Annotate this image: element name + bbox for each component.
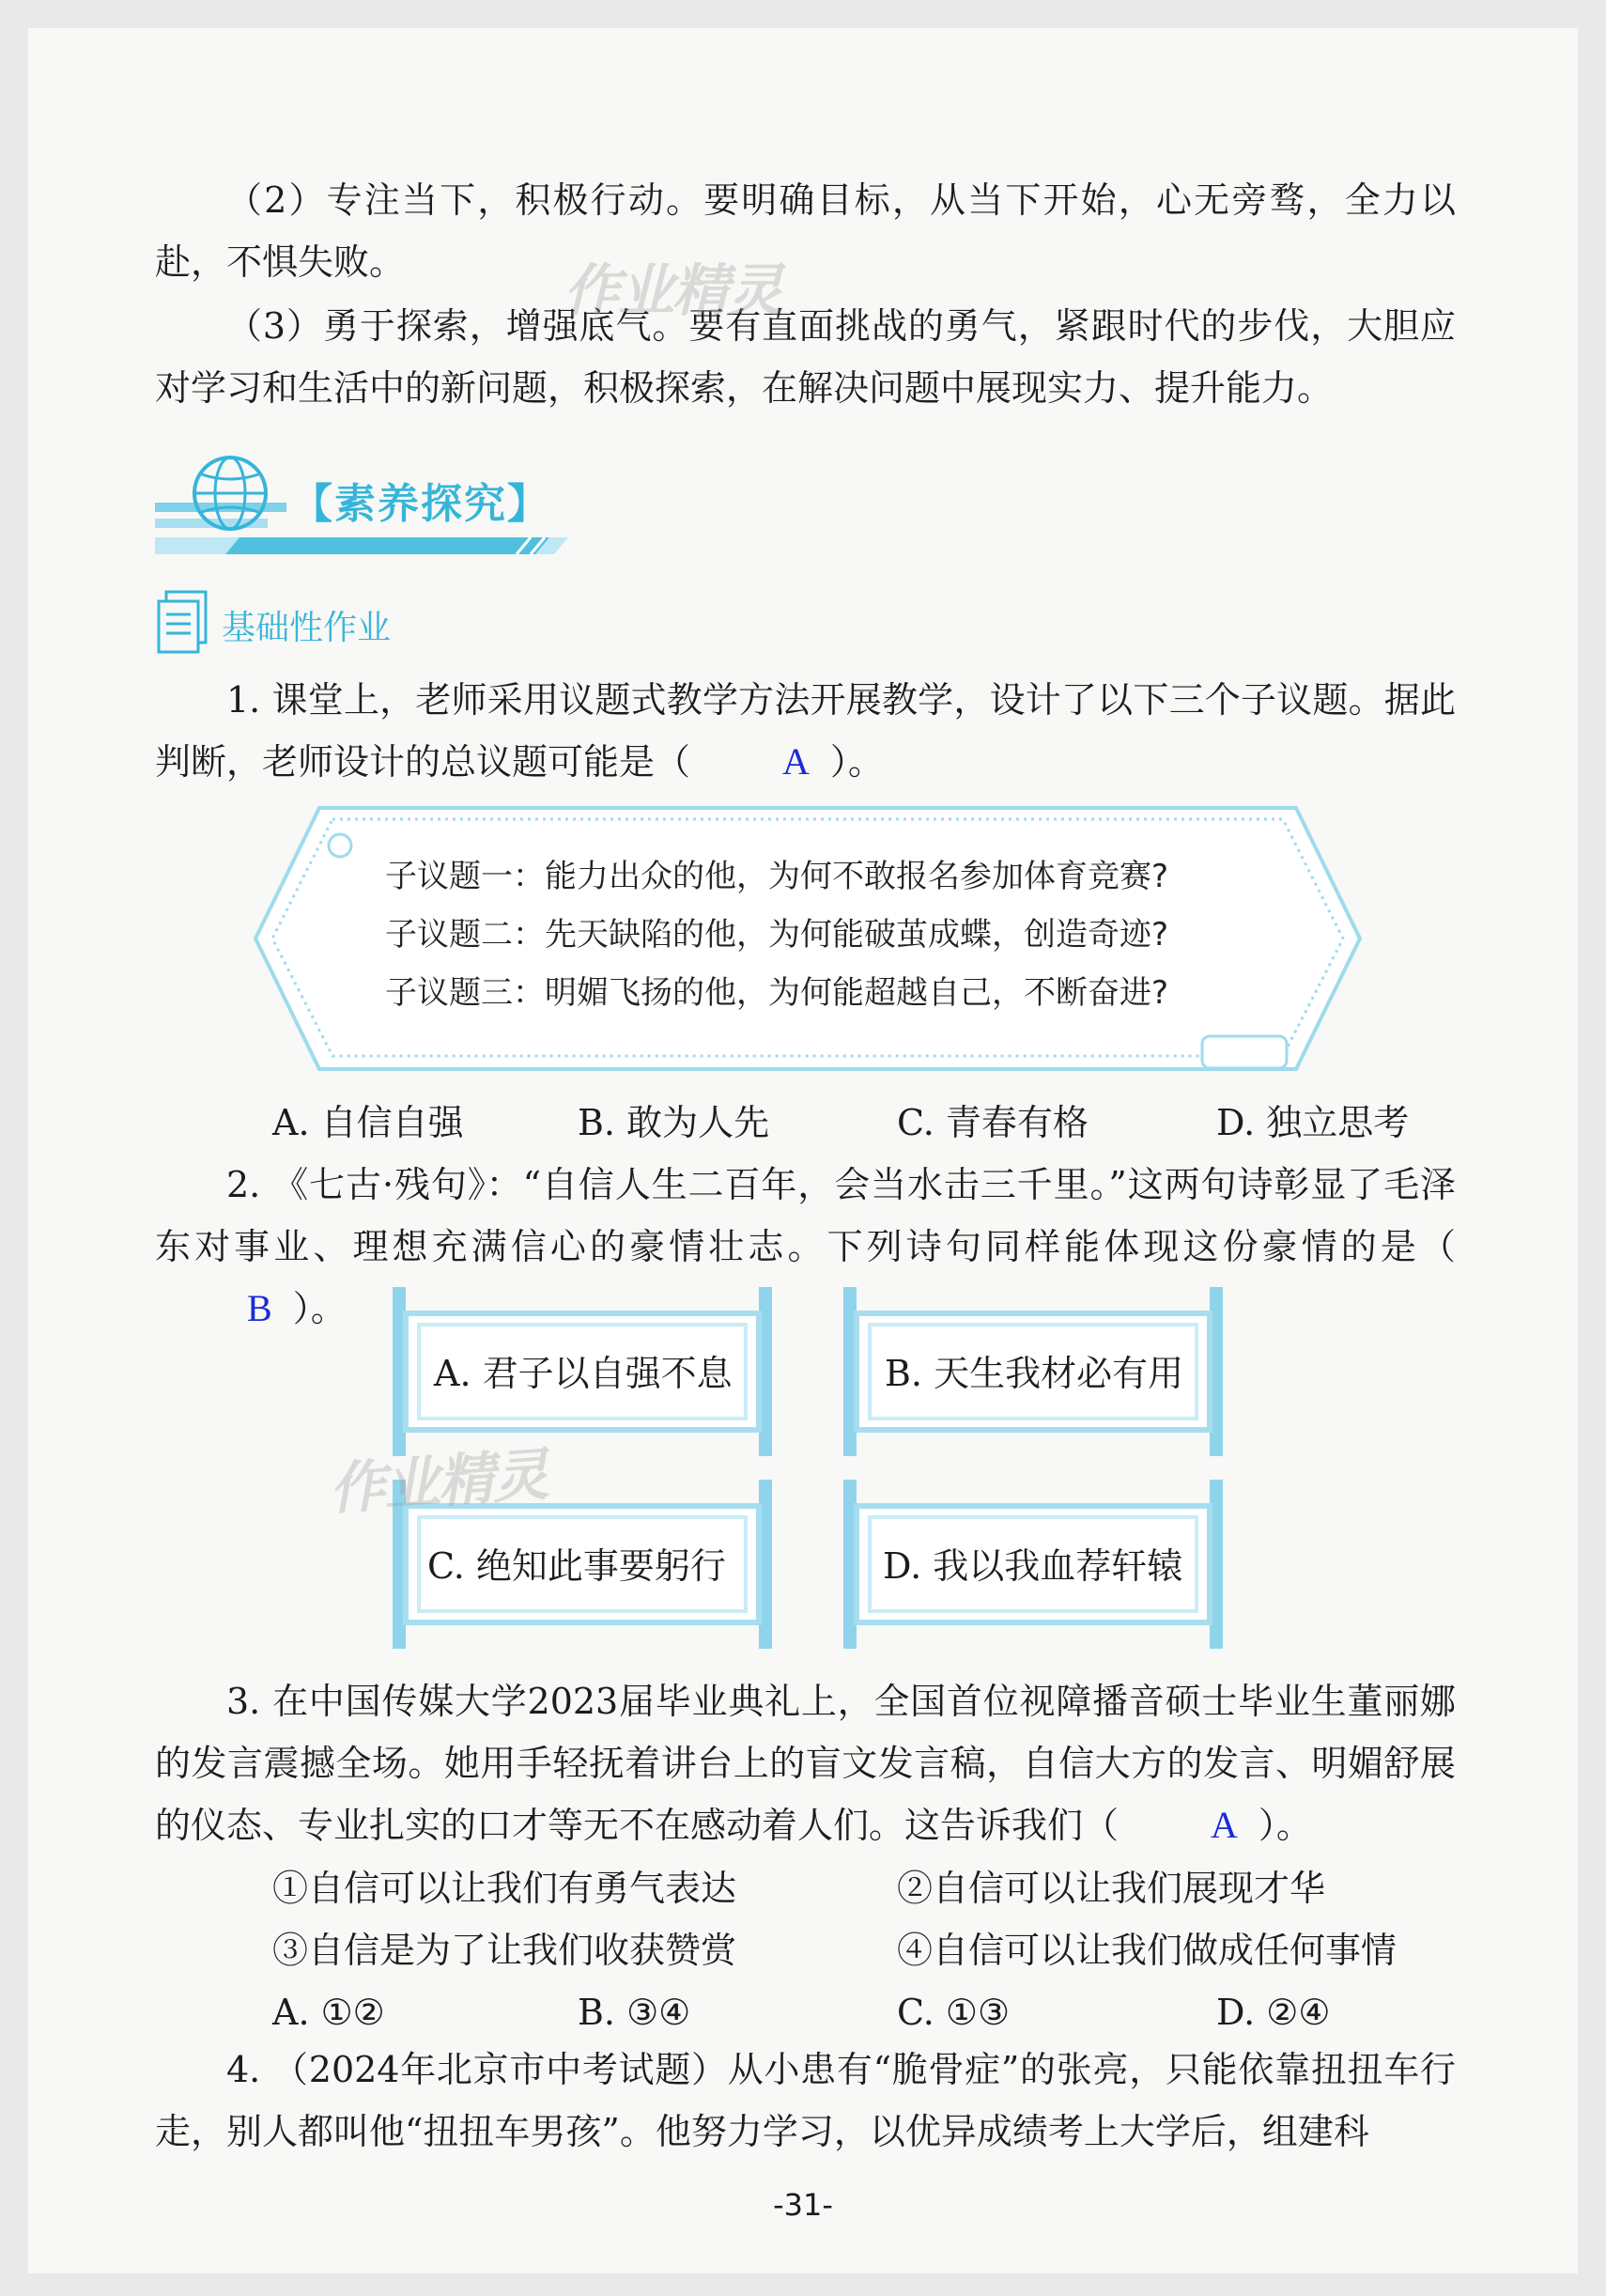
subheading: 基础性作业 xyxy=(222,609,392,647)
question-1-answer: A xyxy=(782,740,810,783)
section-banner-title: 【素养探究】 xyxy=(291,480,550,528)
q3-option-c: C. ①③ xyxy=(897,1992,1011,2033)
question-4-stem: 4. （2024年北京市中考试题）从小患有“脆骨症”的张亮，只能依靠扭扭车行走，别人都叫他“扭扭车男孩”。他努力学习，以优异成绩考上大学后，组建科 xyxy=(155,2049,1456,2152)
q2-option-d: D. 我以我血荐轩辕 xyxy=(883,1545,1183,1587)
question-2-answer: B xyxy=(247,1287,272,1329)
subtopic-item: 子议题一：能力出众的他，为何不敢报名参加体育竞赛? xyxy=(385,858,1169,895)
q3-statement-1: ①自信可以让我们有勇气表达 xyxy=(272,1868,737,1909)
q1-option-b: B. 敢为人先 xyxy=(578,1102,770,1143)
subtopic-list xyxy=(385,847,1168,1022)
q3-statement-2: ②自信可以让我们展现才华 xyxy=(897,1868,1326,1909)
q1-option-c: C. 青春有格 xyxy=(897,1102,1089,1143)
q2-option-a: A. 君子以自强不息 xyxy=(434,1353,733,1394)
question-3-answer: A xyxy=(1211,1804,1238,1846)
question-1-stem: 1. 课堂上，老师采用议题式教学方法开展教学，设计了以下三个子议题。据此判断，老师设计的总议题可能是（ A ）。 xyxy=(155,669,1456,793)
q2-option-b: B. 天生我材必有用 xyxy=(885,1353,1184,1394)
watermark: 作业精灵 xyxy=(327,1441,549,1523)
q1-option-d: D. 独立思考 xyxy=(1216,1102,1410,1143)
subtopic-item: 子议题三：明媚飞扬的他，为何能超越自己，不断奋进? xyxy=(385,974,1169,1012)
q3-statement-3: ③自信是为了让我们收获赞赏 xyxy=(272,1930,737,1971)
q3-option-a: A. ①② xyxy=(272,1992,385,2033)
paragraph-2: （2）专注当下，积极行动。要明确目标，从当下开始，心无旁骛，全力以赴，不惧失败。 xyxy=(155,179,1456,283)
q3-option-d: D. ②④ xyxy=(1216,1992,1331,2033)
q1-option-a: A. 自信自强 xyxy=(272,1102,464,1143)
subtopic-item: 子议题二：先天缺陷的他，为何能破茧成蝶，创造奇迹? xyxy=(385,916,1169,954)
paragraph-3: （3）勇于探索，增强底气。要有直面挑战的勇气，紧跟时代的步伐，大胆应对学习和生活中的新问题，积极探索，在解决问题中展现实力、提升能力。 xyxy=(155,305,1456,409)
q2-option-c: C. 绝知此事要躬行 xyxy=(427,1545,726,1587)
q3-statement-4: ④自信可以让我们做成任何事情 xyxy=(897,1930,1398,1971)
watermark: 作业精灵 xyxy=(564,258,781,324)
q3-option-b: B. ③④ xyxy=(578,1992,691,2033)
question-3-stem: 3. 在中国传媒大学2023届毕业典礼上，全国首位视障播音硕士毕业生董丽娜的发言震撼全场。她用手轻抚着讲台上的盲文发言稿，自信大方的发言、明媚舒展的仪态、专业扎实的口才等无不在感动着人们。这告诉我们（ A ）。 xyxy=(155,1670,1456,1856)
page-number: -31- xyxy=(773,2187,833,2223)
document-icon xyxy=(155,590,211,656)
question-2-stem: 2. 《七古·残句》：“自信人生二百年，会当水击三千里。”这两句诗彰显了毛泽东对事业、理想充满信心的豪情壮志。下列诗句同样能体现这份豪情的是（B ）。 xyxy=(155,1154,1456,1340)
